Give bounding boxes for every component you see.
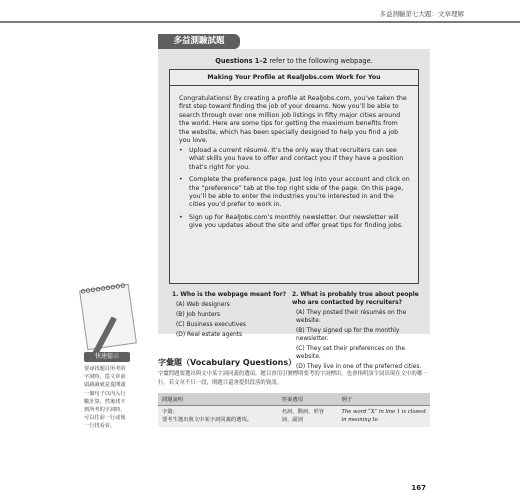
answer-option: (D) They live in one of the preferred cities. — [296, 364, 422, 370]
page-number: 167 — [411, 484, 426, 492]
question-1 — [172, 291, 290, 339]
webpage-title: Making Your Profile at RealJobs.com Work for You — [207, 74, 381, 81]
webpage-intro: Congratulations! By creating a profile at RealJobs.com, you’ve taken the first step toward finding the job of your dreams. Now you’ll be able to search through over one million job listings in fifty major cities around the world. Here are some tips for getting the maximum benefits from the website, which has been specially designed to help you find a job you love. — [179, 95, 407, 145]
question-stem: 1. Who is the webpage meant for? — [172, 292, 287, 298]
table-cell-answer: 名詞、動詞、形容詞、副詞 — [278, 406, 338, 428]
vocab-heading: 字彙題（Vocabulary Questions） — [158, 358, 297, 367]
answer-option: (B) They signed up for the monthly newsletter. — [296, 328, 400, 342]
column-header: 例子 — [338, 393, 431, 406]
question-stem: 2. What is probably true about people who are contacted by recruiters? — [292, 292, 419, 306]
running-header: 多益測驗第七大題：文章理解 — [379, 10, 464, 18]
table-cell-description: 字彙： 要考生選出與文中某字詞同義的選項。 — [158, 406, 278, 428]
bullet-icon: • — [179, 213, 183, 221]
column-header: 問題說明 — [158, 393, 278, 406]
instruction-bold: Questions 1–2 — [215, 57, 268, 65]
answer-option: (A) They posted their résumés on the website. — [296, 310, 407, 324]
bullet-icon: • — [179, 176, 183, 184]
question-2 — [292, 291, 422, 371]
instruction-rest: refer to the following webpage. — [267, 57, 373, 65]
table-header-row — [158, 393, 430, 406]
table-row — [158, 406, 430, 428]
answer-option: (C) Business executives — [176, 322, 246, 328]
list-item — [179, 176, 411, 210]
answer-option: (D) Real estate agents — [176, 332, 243, 338]
spiral-rings-icon — [80, 282, 128, 295]
header-rule — [0, 21, 520, 23]
table-cell-example: The word “X” in line 1 is closest in meaning to — [338, 406, 431, 428]
bullet-icon: • — [179, 147, 183, 154]
quick-tip-box — [80, 352, 130, 482]
webpage-title-rule — [170, 85, 418, 86]
instruction — [158, 57, 430, 65]
tip-list — [179, 147, 411, 235]
quick-tip-body: 要尋找題目所考的字詞時，從文章前頭讀讀就是從開頭一個句子以內入行數計算，然後找不到所考的字詞時，可以往前一行或後一行找看看。 — [84, 366, 126, 430]
vocab-description: 字彙問題要選出與文中某字詞同義的選項。題目會用引號標明要考的字詞標出，也會指明該字詞出現在文中的哪一行，若文章不只一段，則題目還會提供段落的資訊。 — [158, 371, 428, 386]
tip-text: Sign up for RealJobs.com’s monthly newsletter. Our newsletter will give you updates about the site and offer great tips for finding jobs. — [189, 213, 404, 230]
notebook-icon — [79, 284, 137, 350]
column-header: 答案選項 — [278, 393, 338, 406]
section-tab: 多益測驗試題 — [158, 34, 240, 49]
tip-text: Complete the preference page. Just log into your account and click on the “preference” tab at the top right side of the page. On this page, you’ll be able to enter the industries you’re interested in and the cities you’d prefer to work in. — [189, 176, 410, 209]
answer-option: (C) They set their preferences on the website. — [296, 346, 406, 360]
answer-option: (B) Job hunters — [176, 312, 221, 318]
tip-text: Upload a current résumé. It’s the only way that recruiters can see what skills you have to offer and contact you if they have a position that’s right for you. — [189, 147, 404, 171]
quick-tip-heading: 快速提示 — [84, 352, 130, 362]
vocab-table — [158, 393, 430, 427]
answer-option: (A) Web designers — [176, 302, 230, 308]
list-item — [179, 147, 411, 172]
list-item — [179, 214, 411, 231]
webpage-box — [169, 69, 419, 284]
